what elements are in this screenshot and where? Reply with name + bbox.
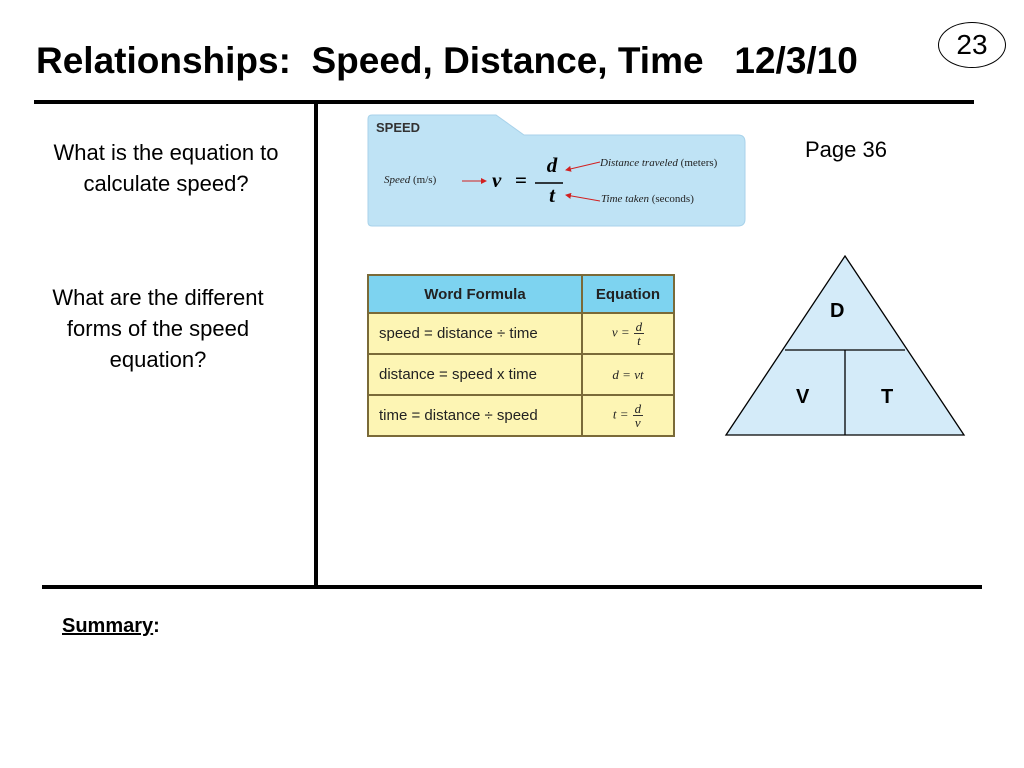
page-reference: Page 36	[805, 137, 887, 162]
distance-label: Distance traveled (meters)	[600, 157, 718, 169]
equals-sign: =	[515, 168, 527, 192]
question-speed-forms: What are the different forms of the speed equation?	[52, 285, 264, 372]
question-speed-equation: What is the equation to calculate speed?	[53, 140, 279, 196]
table-row	[368, 313, 674, 354]
word-formula-cell: time = distance ÷ speed	[368, 395, 582, 436]
equation-cell: d = vt	[582, 354, 674, 395]
summary-label: Summary:	[62, 615, 160, 637]
page-title: Relationships: Speed, Distance, Time 12/3/10	[36, 40, 858, 81]
velocity-symbol: v	[492, 168, 502, 192]
formula-table	[367, 274, 675, 437]
time-symbol: t	[549, 183, 555, 207]
distance-symbol: d	[546, 153, 558, 177]
speed-label: Speed (m/s)	[384, 174, 437, 186]
speed-box-heading: SPEED	[376, 120, 421, 135]
equation-cell: t = $\frac{d}{v}$	[582, 395, 674, 436]
triangle-label-distance: D	[830, 300, 845, 322]
table-row	[368, 354, 674, 395]
speed-equation-box	[364, 113, 747, 229]
triangle-shape	[722, 253, 968, 439]
word-formula-cell: speed = distance ÷ time	[368, 313, 582, 354]
equation-cell: v = $\frac{d}{t}$	[582, 313, 674, 354]
page-number-badge	[938, 22, 1006, 68]
triangle-label-time: T	[881, 386, 894, 408]
dvt-triangle	[722, 253, 968, 444]
table-header-row	[368, 275, 674, 313]
word-formula-cell: distance = speed x time	[368, 354, 582, 395]
table-row	[368, 395, 674, 436]
header-word-formula: Word Formula	[368, 275, 582, 313]
summary-divider	[42, 585, 982, 589]
column-divider	[314, 102, 318, 588]
time-label: Time taken (seconds)	[601, 193, 694, 205]
header-divider	[34, 100, 974, 104]
page-number: 23	[956, 29, 988, 60]
triangle-label-velocity: V	[796, 386, 810, 408]
header-equation: Equation	[582, 275, 674, 313]
